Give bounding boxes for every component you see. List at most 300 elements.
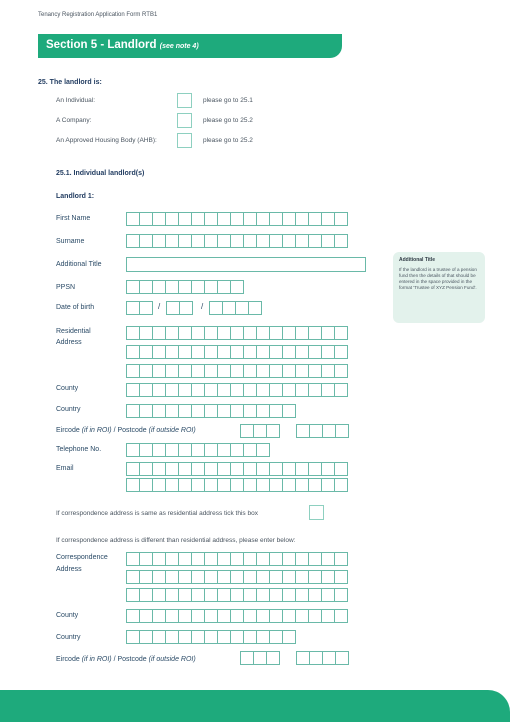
input-cell[interactable] <box>191 345 205 359</box>
additional-title-field[interactable] <box>126 257 366 272</box>
input-cell[interactable] <box>334 588 348 602</box>
input-cell[interactable] <box>204 552 218 566</box>
input-cell[interactable] <box>165 280 179 294</box>
input-cell[interactable] <box>308 570 322 584</box>
input-cell[interactable] <box>165 609 179 623</box>
input-cell[interactable] <box>152 443 166 457</box>
input-cell[interactable] <box>152 345 166 359</box>
residential-address-line-2[interactable] <box>126 345 347 359</box>
correspondence-eircode-routing-field[interactable] <box>240 651 279 665</box>
input-cell[interactable] <box>209 301 223 315</box>
input-cell[interactable] <box>295 462 309 476</box>
input-cell[interactable] <box>282 552 296 566</box>
input-cell[interactable] <box>126 552 140 566</box>
input-cell[interactable] <box>204 345 218 359</box>
input-cell[interactable] <box>217 588 231 602</box>
input-cell[interactable] <box>256 609 270 623</box>
residential-address-line-3[interactable] <box>126 364 347 378</box>
input-cell[interactable] <box>308 234 322 248</box>
input-cell[interactable] <box>256 234 270 248</box>
input-cell[interactable] <box>230 212 244 226</box>
input-cell[interactable] <box>266 651 280 665</box>
input-cell[interactable] <box>230 364 244 378</box>
input-cell[interactable] <box>204 443 218 457</box>
input-cell[interactable] <box>230 234 244 248</box>
residential-address-line-1[interactable] <box>126 326 347 340</box>
input-cell[interactable] <box>308 364 322 378</box>
input-cell[interactable] <box>126 404 140 418</box>
input-cell[interactable] <box>321 609 335 623</box>
input-cell[interactable] <box>256 462 270 476</box>
input-cell[interactable] <box>217 280 231 294</box>
input-cell[interactable] <box>126 443 140 457</box>
input-cell[interactable] <box>296 424 310 438</box>
input-cell[interactable] <box>308 609 322 623</box>
input-cell[interactable] <box>178 234 192 248</box>
input-cell[interactable] <box>308 478 322 492</box>
input-cell[interactable] <box>321 552 335 566</box>
input-cell[interactable] <box>165 478 179 492</box>
input-cell[interactable] <box>126 301 140 315</box>
input-cell[interactable] <box>152 364 166 378</box>
input-cell[interactable] <box>152 609 166 623</box>
input-cell[interactable] <box>256 404 270 418</box>
input-cell[interactable] <box>191 462 205 476</box>
input-cell[interactable] <box>256 345 270 359</box>
input-cell[interactable] <box>308 552 322 566</box>
input-cell[interactable] <box>165 234 179 248</box>
input-cell[interactable] <box>282 345 296 359</box>
input-cell[interactable] <box>126 588 140 602</box>
ppsn-field[interactable] <box>126 280 243 294</box>
input-cell[interactable] <box>282 588 296 602</box>
input-cell[interactable] <box>243 443 257 457</box>
input-cell[interactable] <box>282 383 296 397</box>
input-cell[interactable] <box>152 630 166 644</box>
input-cell[interactable] <box>243 345 257 359</box>
input-cell[interactable] <box>321 234 335 248</box>
input-cell[interactable] <box>178 383 192 397</box>
input-cell[interactable] <box>295 552 309 566</box>
input-cell[interactable] <box>126 364 140 378</box>
input-cell[interactable] <box>178 588 192 602</box>
input-cell[interactable] <box>152 588 166 602</box>
input-cell[interactable] <box>334 462 348 476</box>
input-cell[interactable] <box>282 404 296 418</box>
input-cell[interactable] <box>191 443 205 457</box>
input-cell[interactable] <box>230 326 244 340</box>
correspondence-county-field[interactable] <box>126 609 347 623</box>
input-cell[interactable] <box>243 588 257 602</box>
input-cell[interactable] <box>217 345 231 359</box>
input-cell[interactable] <box>295 478 309 492</box>
input-cell[interactable] <box>217 383 231 397</box>
input-cell[interactable] <box>191 552 205 566</box>
input-cell[interactable] <box>334 234 348 248</box>
input-cell[interactable] <box>217 234 231 248</box>
option-individual-checkbox[interactable] <box>177 93 192 108</box>
input-cell[interactable] <box>217 478 231 492</box>
input-cell[interactable] <box>166 301 180 315</box>
input-cell[interactable] <box>126 326 140 340</box>
input-cell[interactable] <box>243 364 257 378</box>
input-cell[interactable] <box>230 345 244 359</box>
input-cell[interactable] <box>126 478 140 492</box>
input-cell[interactable] <box>217 609 231 623</box>
input-cell[interactable] <box>139 364 153 378</box>
input-cell[interactable] <box>309 424 323 438</box>
input-cell[interactable] <box>204 280 218 294</box>
input-cell[interactable] <box>139 234 153 248</box>
input-cell[interactable] <box>165 462 179 476</box>
input-cell[interactable] <box>191 588 205 602</box>
input-cell[interactable] <box>269 588 283 602</box>
input-cell[interactable] <box>139 345 153 359</box>
input-cell[interactable] <box>204 383 218 397</box>
input-cell[interactable] <box>240 651 254 665</box>
input-cell[interactable] <box>235 301 249 315</box>
input-cell[interactable] <box>334 383 348 397</box>
input-cell[interactable] <box>282 630 296 644</box>
input-cell[interactable] <box>126 630 140 644</box>
input-cell[interactable] <box>321 462 335 476</box>
input-cell[interactable] <box>165 443 179 457</box>
input-cell[interactable] <box>179 301 193 315</box>
input-cell[interactable] <box>230 630 244 644</box>
input-cell[interactable] <box>152 212 166 226</box>
input-cell[interactable] <box>335 651 349 665</box>
input-cell[interactable] <box>217 552 231 566</box>
input-cell[interactable] <box>295 212 309 226</box>
input-cell[interactable] <box>165 212 179 226</box>
input-cell[interactable] <box>178 609 192 623</box>
input-cell[interactable] <box>191 609 205 623</box>
input-cell[interactable] <box>309 651 323 665</box>
input-cell[interactable] <box>230 609 244 623</box>
input-cell[interactable] <box>230 552 244 566</box>
input-cell[interactable] <box>152 383 166 397</box>
input-cell[interactable] <box>178 478 192 492</box>
input-cell[interactable] <box>126 609 140 623</box>
input-cell[interactable] <box>204 478 218 492</box>
input-cell[interactable] <box>269 609 283 623</box>
input-cell[interactable] <box>139 609 153 623</box>
input-cell[interactable] <box>152 570 166 584</box>
input-cell[interactable] <box>217 404 231 418</box>
input-cell[interactable] <box>139 478 153 492</box>
input-cell[interactable] <box>321 383 335 397</box>
input-cell[interactable] <box>204 404 218 418</box>
input-cell[interactable] <box>191 212 205 226</box>
input-cell[interactable] <box>266 424 280 438</box>
input-cell[interactable] <box>243 609 257 623</box>
input-cell[interactable] <box>334 326 348 340</box>
county-field[interactable] <box>126 383 347 397</box>
dob-day-field[interactable] <box>126 301 152 315</box>
input-cell[interactable] <box>178 212 192 226</box>
input-cell[interactable] <box>269 462 283 476</box>
email-line-2[interactable] <box>126 478 347 492</box>
input-cell[interactable] <box>178 630 192 644</box>
input-cell[interactable] <box>256 443 270 457</box>
input-cell[interactable] <box>191 364 205 378</box>
input-cell[interactable] <box>269 212 283 226</box>
email-line-1[interactable] <box>126 462 347 476</box>
input-cell[interactable] <box>308 588 322 602</box>
input-cell[interactable] <box>230 478 244 492</box>
input-cell[interactable] <box>139 326 153 340</box>
input-cell[interactable] <box>243 462 257 476</box>
input-cell[interactable] <box>126 383 140 397</box>
input-cell[interactable] <box>152 404 166 418</box>
input-cell[interactable] <box>269 570 283 584</box>
input-cell[interactable] <box>204 212 218 226</box>
input-cell[interactable] <box>230 443 244 457</box>
input-cell[interactable] <box>152 326 166 340</box>
input-cell[interactable] <box>139 383 153 397</box>
input-cell[interactable] <box>165 383 179 397</box>
input-cell[interactable] <box>178 443 192 457</box>
input-cell[interactable] <box>282 364 296 378</box>
input-cell[interactable] <box>139 443 153 457</box>
input-cell[interactable] <box>321 570 335 584</box>
dob-month-field[interactable] <box>166 301 192 315</box>
input-cell[interactable] <box>334 609 348 623</box>
surname-field[interactable] <box>126 234 347 248</box>
input-cell[interactable] <box>178 345 192 359</box>
input-cell[interactable] <box>243 570 257 584</box>
input-cell[interactable] <box>204 462 218 476</box>
input-cell[interactable] <box>152 462 166 476</box>
input-cell[interactable] <box>152 478 166 492</box>
option-company-checkbox[interactable] <box>177 113 192 128</box>
input-cell[interactable] <box>243 234 257 248</box>
input-cell[interactable] <box>217 630 231 644</box>
input-cell[interactable] <box>204 609 218 623</box>
input-cell[interactable] <box>243 404 257 418</box>
input-cell[interactable] <box>139 280 153 294</box>
correspondence-address-line-1[interactable] <box>126 552 347 566</box>
input-cell[interactable] <box>191 234 205 248</box>
input-cell[interactable] <box>126 345 140 359</box>
input-cell[interactable] <box>243 212 257 226</box>
correspondence-address-line-3[interactable] <box>126 588 347 602</box>
input-cell[interactable] <box>269 404 283 418</box>
input-cell[interactable] <box>204 630 218 644</box>
input-cell[interactable] <box>165 404 179 418</box>
input-cell[interactable] <box>334 364 348 378</box>
input-cell[interactable] <box>243 552 257 566</box>
dob-year-field[interactable] <box>209 301 261 315</box>
input-cell[interactable] <box>295 345 309 359</box>
input-cell[interactable] <box>152 234 166 248</box>
input-cell[interactable] <box>204 234 218 248</box>
input-cell[interactable] <box>191 570 205 584</box>
input-cell[interactable] <box>165 552 179 566</box>
input-cell[interactable] <box>269 630 283 644</box>
input-cell[interactable] <box>256 570 270 584</box>
same-address-checkbox[interactable] <box>309 505 324 520</box>
input-cell[interactable] <box>322 651 336 665</box>
input-cell[interactable] <box>308 326 322 340</box>
input-cell[interactable] <box>230 280 244 294</box>
input-cell[interactable] <box>269 345 283 359</box>
input-cell[interactable] <box>230 462 244 476</box>
input-cell[interactable] <box>335 424 349 438</box>
input-cell[interactable] <box>253 651 267 665</box>
input-cell[interactable] <box>178 404 192 418</box>
input-cell[interactable] <box>295 570 309 584</box>
input-cell[interactable] <box>322 424 336 438</box>
input-cell[interactable] <box>308 462 322 476</box>
input-cell[interactable] <box>282 478 296 492</box>
input-cell[interactable] <box>295 326 309 340</box>
input-cell[interactable] <box>282 326 296 340</box>
input-cell[interactable] <box>204 364 218 378</box>
input-cell[interactable] <box>139 570 153 584</box>
input-cell[interactable] <box>321 364 335 378</box>
input-cell[interactable] <box>217 212 231 226</box>
input-cell[interactable] <box>295 234 309 248</box>
input-cell[interactable] <box>165 364 179 378</box>
input-cell[interactable] <box>256 588 270 602</box>
input-cell[interactable] <box>230 570 244 584</box>
correspondence-address-line-2[interactable] <box>126 570 347 584</box>
input-cell[interactable] <box>178 364 192 378</box>
input-cell[interactable] <box>256 383 270 397</box>
input-cell[interactable] <box>165 345 179 359</box>
input-cell[interactable] <box>165 570 179 584</box>
input-cell[interactable] <box>295 588 309 602</box>
input-cell[interactable] <box>334 552 348 566</box>
input-cell[interactable] <box>256 364 270 378</box>
input-cell[interactable] <box>321 326 335 340</box>
input-cell[interactable] <box>178 462 192 476</box>
input-cell[interactable] <box>269 478 283 492</box>
input-cell[interactable] <box>126 234 140 248</box>
first-name-field[interactable] <box>126 212 347 226</box>
input-cell[interactable] <box>334 478 348 492</box>
input-cell[interactable] <box>240 424 254 438</box>
correspondence-eircode-unique-field[interactable] <box>296 651 348 665</box>
input-cell[interactable] <box>243 630 257 644</box>
input-cell[interactable] <box>282 212 296 226</box>
input-cell[interactable] <box>230 383 244 397</box>
input-cell[interactable] <box>222 301 236 315</box>
input-cell[interactable] <box>217 462 231 476</box>
input-cell[interactable] <box>217 443 231 457</box>
input-cell[interactable] <box>256 478 270 492</box>
input-cell[interactable] <box>230 404 244 418</box>
input-cell[interactable] <box>256 326 270 340</box>
input-cell[interactable] <box>269 552 283 566</box>
input-cell[interactable] <box>217 326 231 340</box>
input-cell[interactable] <box>191 630 205 644</box>
input-cell[interactable] <box>256 552 270 566</box>
input-cell[interactable] <box>191 478 205 492</box>
input-cell[interactable] <box>308 383 322 397</box>
input-cell[interactable] <box>139 462 153 476</box>
input-cell[interactable] <box>295 609 309 623</box>
input-cell[interactable] <box>282 462 296 476</box>
input-cell[interactable] <box>256 212 270 226</box>
input-cell[interactable] <box>282 609 296 623</box>
input-cell[interactable] <box>152 280 166 294</box>
input-cell[interactable] <box>191 326 205 340</box>
input-cell[interactable] <box>295 364 309 378</box>
input-cell[interactable] <box>139 630 153 644</box>
input-cell[interactable] <box>308 345 322 359</box>
input-cell[interactable] <box>296 651 310 665</box>
input-cell[interactable] <box>243 383 257 397</box>
input-cell[interactable] <box>269 364 283 378</box>
input-cell[interactable] <box>191 404 205 418</box>
input-cell[interactable] <box>204 588 218 602</box>
input-cell[interactable] <box>204 326 218 340</box>
input-cell[interactable] <box>282 570 296 584</box>
input-cell[interactable] <box>230 588 244 602</box>
input-cell[interactable] <box>321 212 335 226</box>
correspondence-country-field[interactable] <box>126 630 295 644</box>
input-cell[interactable] <box>178 280 192 294</box>
input-cell[interactable] <box>269 383 283 397</box>
input-cell[interactable] <box>126 212 140 226</box>
input-cell[interactable] <box>152 552 166 566</box>
input-cell[interactable] <box>126 462 140 476</box>
input-cell[interactable] <box>139 588 153 602</box>
input-cell[interactable] <box>321 478 335 492</box>
input-cell[interactable] <box>269 326 283 340</box>
input-cell[interactable] <box>243 326 257 340</box>
eircode-unique-field[interactable] <box>296 424 348 438</box>
input-cell[interactable] <box>139 301 153 315</box>
input-cell[interactable] <box>334 570 348 584</box>
input-cell[interactable] <box>269 234 283 248</box>
option-ahb-checkbox[interactable] <box>177 133 192 148</box>
input-cell[interactable] <box>191 280 205 294</box>
input-cell[interactable] <box>334 345 348 359</box>
input-cell[interactable] <box>248 301 262 315</box>
input-cell[interactable] <box>165 326 179 340</box>
input-cell[interactable] <box>217 570 231 584</box>
input-cell[interactable] <box>126 570 140 584</box>
input-cell[interactable] <box>204 570 218 584</box>
input-cell[interactable] <box>321 345 335 359</box>
input-cell[interactable] <box>178 570 192 584</box>
input-cell[interactable] <box>308 212 322 226</box>
country-field[interactable] <box>126 404 295 418</box>
input-cell[interactable] <box>295 383 309 397</box>
input-cell[interactable] <box>178 326 192 340</box>
input-cell[interactable] <box>139 212 153 226</box>
input-cell[interactable] <box>165 588 179 602</box>
eircode-routing-field[interactable] <box>240 424 279 438</box>
input-cell[interactable] <box>217 364 231 378</box>
input-cell[interactable] <box>139 404 153 418</box>
input-cell[interactable] <box>165 630 179 644</box>
input-cell[interactable] <box>178 552 192 566</box>
input-cell[interactable] <box>282 234 296 248</box>
input-cell[interactable] <box>243 478 257 492</box>
input-cell[interactable] <box>126 280 140 294</box>
input-cell[interactable] <box>321 588 335 602</box>
input-cell[interactable] <box>256 630 270 644</box>
input-cell[interactable] <box>253 424 267 438</box>
input-cell[interactable] <box>139 552 153 566</box>
input-cell[interactable] <box>191 383 205 397</box>
input-cell[interactable] <box>334 212 348 226</box>
telephone-field[interactable] <box>126 443 269 457</box>
